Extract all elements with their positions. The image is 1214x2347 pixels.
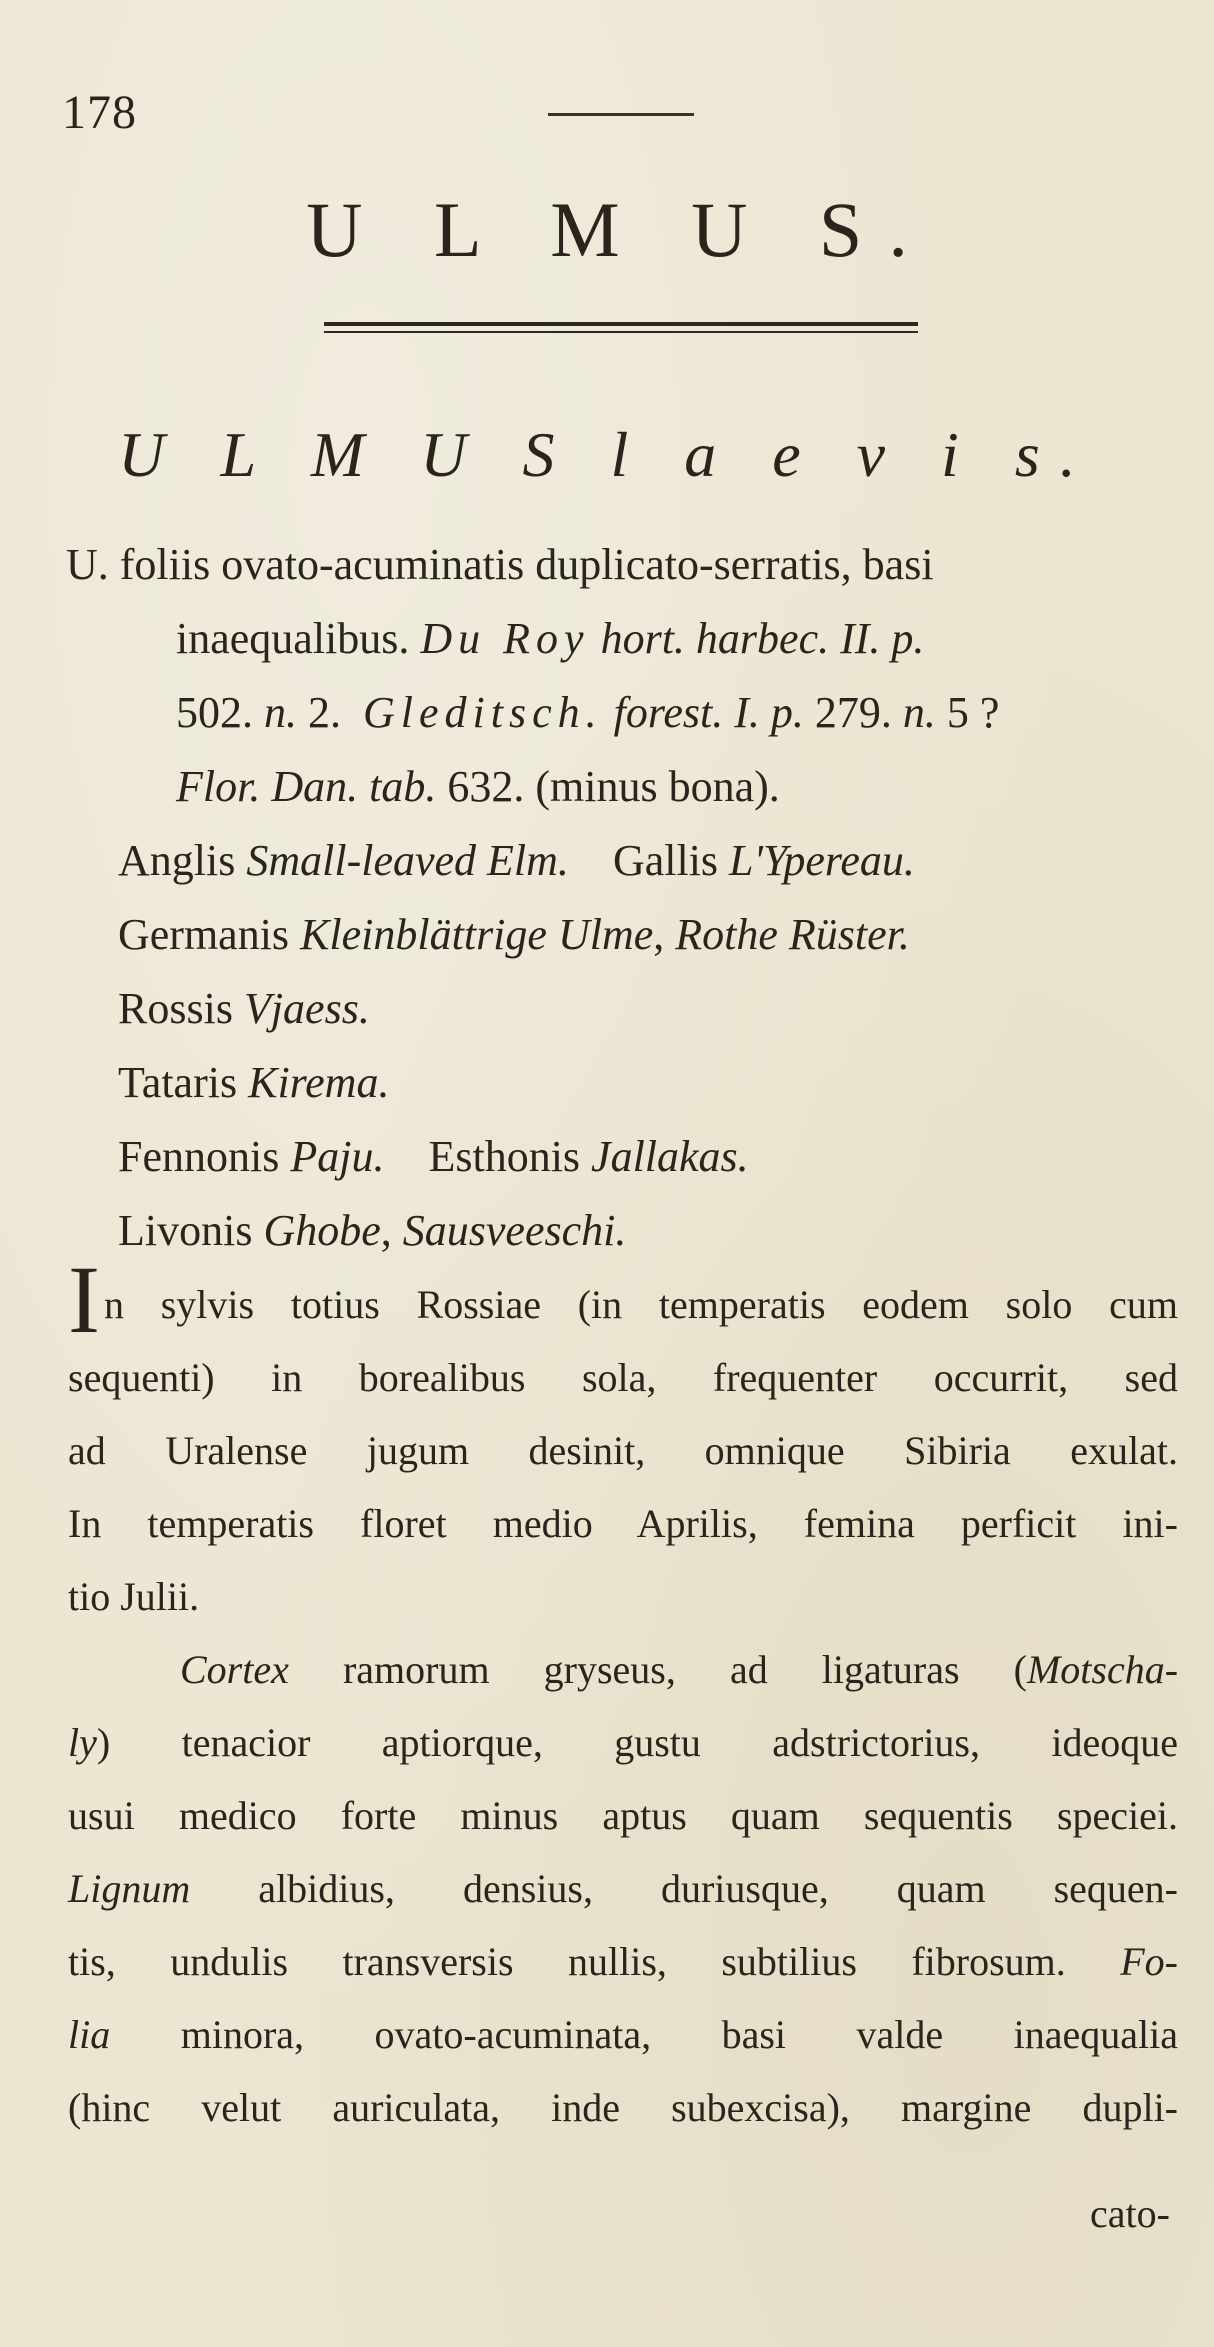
author-name: Du Roy xyxy=(420,614,590,663)
body-line xyxy=(68,1779,1178,1852)
body-line-text: n sylvis totius Rossiae (in temperatis eodem solo cum xyxy=(103,1282,1178,1327)
vernacular-name: Jallakas. xyxy=(591,1132,749,1181)
vernacular-name: Kleinblättrige Ulme xyxy=(300,910,654,959)
title-rule-thick xyxy=(324,322,918,326)
synonymy-block xyxy=(66,528,1186,1268)
diagnosis-text: U. foliis ovato-acuminatis duplicato-serratis, basi xyxy=(66,540,934,589)
body-line-text: albidius, densius, duriusque, quam sequen- xyxy=(258,1866,1178,1911)
vernacular-line xyxy=(66,824,1186,898)
page-number: 178 xyxy=(62,86,137,139)
body-line-text: ) tenacior aptiorque, gustu adstrictorius, ideoque xyxy=(96,1720,1178,1765)
body-line xyxy=(68,2071,1178,2144)
body-line-text: ad Uralense jugum desinit, omnique Sibiria exulat. xyxy=(68,1428,1178,1473)
body-line xyxy=(68,1487,1178,1560)
body-line xyxy=(68,1998,1178,2071)
body-line-text: sequenti) in borealibus sola, frequenter occurrit, sed xyxy=(68,1355,1178,1400)
vernacular-name: Sausveeschi. xyxy=(402,1206,627,1255)
language-label: Tataris xyxy=(118,1058,238,1107)
reference-number-label: n. xyxy=(902,688,936,737)
reference-page: 502. xyxy=(176,688,253,737)
body-line xyxy=(68,1633,1178,1706)
catchword: cato- xyxy=(1090,2191,1170,2236)
language-label: Fennonis xyxy=(118,1132,280,1181)
reference-title: forest. I. p. xyxy=(613,688,804,737)
species-title: U L M U S l a e v i s. xyxy=(118,419,1096,490)
body-line xyxy=(68,1341,1178,1414)
vernacular-name: Small-leaved Elm. xyxy=(246,836,569,885)
body-line-text: minora, ovato-acuminata, basi valde inaequalia xyxy=(180,2012,1178,2057)
language-label: Livonis xyxy=(118,1206,253,1255)
language-label: Rossis xyxy=(118,984,233,1033)
synonymy-line xyxy=(66,676,1186,750)
body-line xyxy=(68,1246,1178,1353)
body-line-text: ramorum gryseus, ad ligaturas ( xyxy=(342,1647,1027,1692)
keyword: lia xyxy=(68,2012,111,2057)
vernacular-name: L'Ypereau. xyxy=(729,836,915,885)
keyword: Cortex xyxy=(180,1647,289,1692)
reference-title: Flor. Dan. tab. xyxy=(176,762,437,811)
body-line xyxy=(68,1560,1178,1633)
vernacular-line xyxy=(66,1120,1186,1194)
reference-page: 279. xyxy=(814,688,892,737)
body-text xyxy=(68,1246,1179,2144)
vernacular-name: Kirema. xyxy=(248,1058,390,1107)
synonymy-line xyxy=(66,602,1186,676)
genus-title: U L M U S. xyxy=(306,186,934,273)
drop-cap: I xyxy=(68,1246,100,1353)
vernacular-name: Vjaess. xyxy=(243,984,370,1033)
body-line xyxy=(68,1852,1178,1925)
reference-page: 632. (minus bona). xyxy=(447,762,780,811)
reference-number-label: n. xyxy=(264,688,297,737)
language-label: Germanis xyxy=(118,910,290,959)
vernacular-line: Livonis Ghobe, Sausveeschi. xyxy=(118,1206,627,1255)
synonymy-line xyxy=(66,528,1186,602)
body-line xyxy=(68,1414,1178,1487)
keyword: Lignum xyxy=(68,1866,191,1911)
author-name: Gleditsch. xyxy=(363,688,603,737)
body-line xyxy=(68,1706,1178,1779)
language-label: Gallis xyxy=(612,836,719,885)
reference-number: 5 ? xyxy=(946,688,1000,737)
body-line xyxy=(68,1925,1178,1998)
reference-title: hort. harbec. II. p. xyxy=(600,614,925,663)
body-line-text: In temperatis floret medio Aprilis, femina perficit ini- xyxy=(68,1501,1178,1546)
header-rule xyxy=(548,113,694,116)
diagnosis-text: inaequalibus. xyxy=(176,614,410,663)
language-label: Anglis xyxy=(118,836,236,885)
reference-number: 2. xyxy=(308,688,341,737)
vernacular-name: Paju. xyxy=(290,1132,385,1181)
vernacular-name: Ghobe xyxy=(263,1206,381,1255)
keyword: Motscha- xyxy=(1026,1647,1179,1692)
keyword: Fo- xyxy=(1120,1939,1179,1984)
vernacular-name: Rothe Rüster. xyxy=(675,910,910,959)
body-line-text: tio Julii. xyxy=(68,1574,200,1619)
language-label: Esthonis xyxy=(428,1132,581,1181)
title-rule-thin xyxy=(324,331,918,333)
body-line-text: usui medico forte minus aptus quam sequentis speciei. xyxy=(68,1793,1178,1838)
synonymy-line xyxy=(66,750,1186,824)
vernacular-line xyxy=(66,972,1186,1046)
vernacular-line xyxy=(66,1046,1186,1120)
body-line-text: (hinc velut auriculata, inde subexcisa), margine dupli- xyxy=(68,2085,1178,2130)
vernacular-line: Germanis Kleinblättrige Ulme, Rothe Rüster. xyxy=(118,910,910,959)
body-line-text: tis, undulis transversis nullis, subtilius fibrosum. xyxy=(68,1939,1066,1984)
keyword: ly xyxy=(68,1720,97,1765)
